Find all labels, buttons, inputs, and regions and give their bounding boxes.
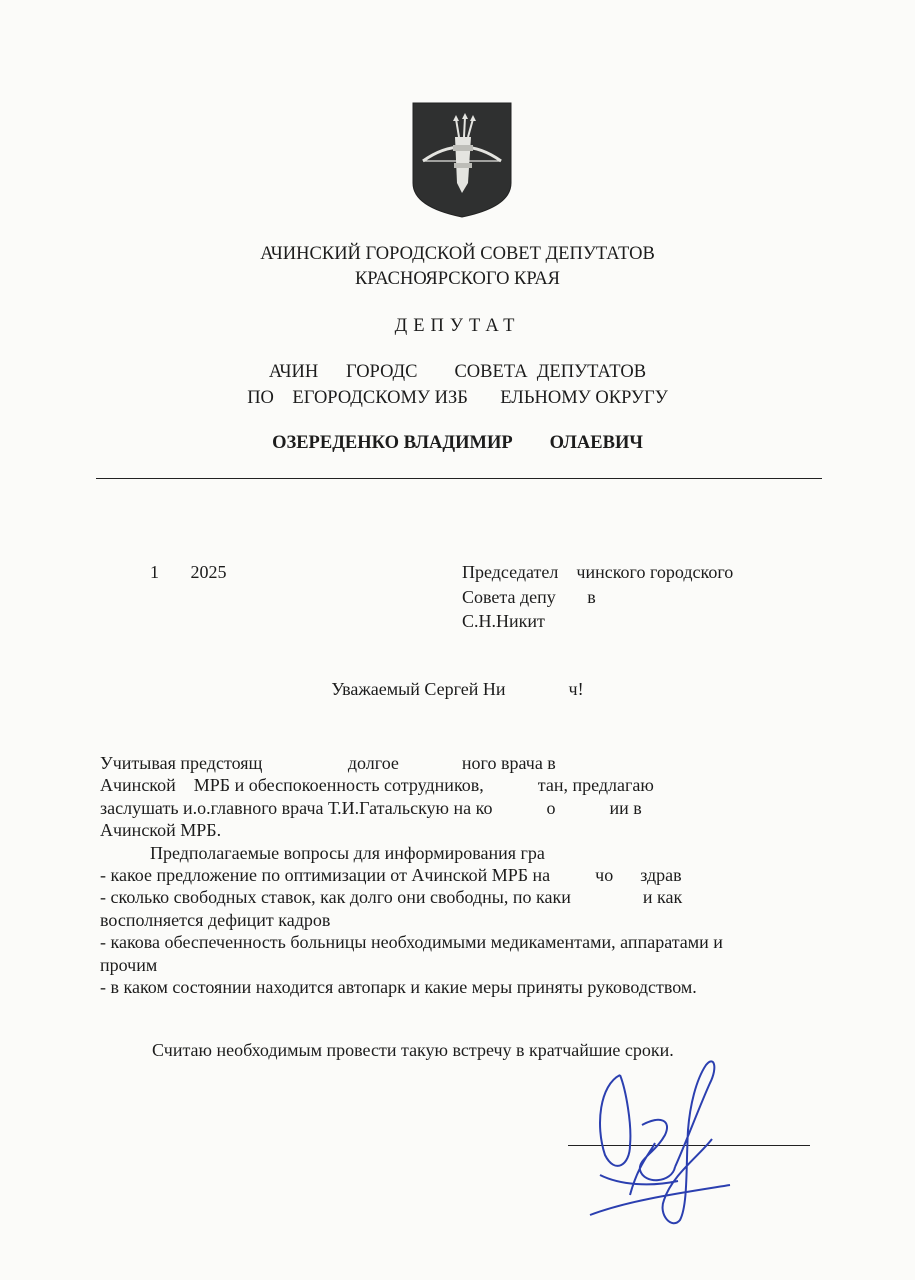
deputy-of-line1: АЧИН ГОРОДС СОВЕТА ДЕПУТАТОВ: [268, 362, 647, 382]
body-line: Предполагаемые вопросы для информирования гра: [150, 842, 545, 863]
list-item: - какова обеспеченность больницы необходимыми медикаментами, аппаратами и: [100, 932, 723, 953]
letter-date: 1 2025: [150, 562, 227, 582]
addressee-line1: Председател чинского городского: [462, 562, 734, 582]
body-line: Ачинской МРБ.: [100, 820, 222, 841]
quiver-band: [453, 145, 473, 151]
addressee-block: [462, 560, 733, 634]
list-item-continuation: прочим: [100, 954, 158, 975]
addressee-line3: С.Н.Никит: [462, 611, 545, 631]
arrow-2: [464, 117, 465, 137]
deputy-of-line2: ПО ЕГОРОДСКОМУ ИЗБ ЕЛЬНОМУ ОКРУГУ: [247, 388, 668, 408]
greeting: Уважаемый Сергей Ни ч!: [331, 679, 584, 699]
body-line: заслушать и.о.главного врача Т.И.Гатальскую на ко о ии в: [100, 797, 642, 818]
list-item: - в каком состоянии находится автопарк и какие меры приняты руководством.: [100, 977, 697, 998]
coat-of-arms-icon: [411, 101, 513, 219]
body-line: Ачинской МРБ и обеспокоенность сотрудников, тан, предлагаю: [100, 775, 654, 796]
quiver-band-2: [454, 163, 472, 168]
deputy-label: ДЕПУТАТ: [394, 316, 521, 336]
addressee-line2: Совета депу в: [462, 586, 596, 607]
list-item: - сколько свободных ставок, как долго они свободны, по каки и как: [100, 887, 683, 908]
deputy-name: ОЗЕРЕДЕНКО ВЛАДИМИР ОЛАЕВИЧ: [272, 433, 643, 453]
handwritten-signature: [560, 1035, 740, 1235]
body-line: Учитывая предстоящ долгое ного врача в: [100, 753, 556, 773]
letter-body: [100, 752, 830, 998]
list-item: - какое предложение по оптимизации от Ачинской МРБ на чо здрав: [100, 865, 682, 886]
list-item-continuation: восполняется дефицит кадров: [100, 909, 331, 930]
closing-sentence: Считаю необходимым провести такую встречу в кратчайшие сроки.: [152, 1040, 674, 1060]
council-title-line1: АЧИНСКИЙ ГОРОДСКОЙ СОВЕТ ДЕПУТАТОВ: [260, 244, 655, 264]
council-title-line2: КРАСНОЯРСКОГО КРАЯ: [354, 269, 561, 289]
signature-stroke: [590, 1061, 730, 1223]
header-divider: [96, 478, 822, 479]
